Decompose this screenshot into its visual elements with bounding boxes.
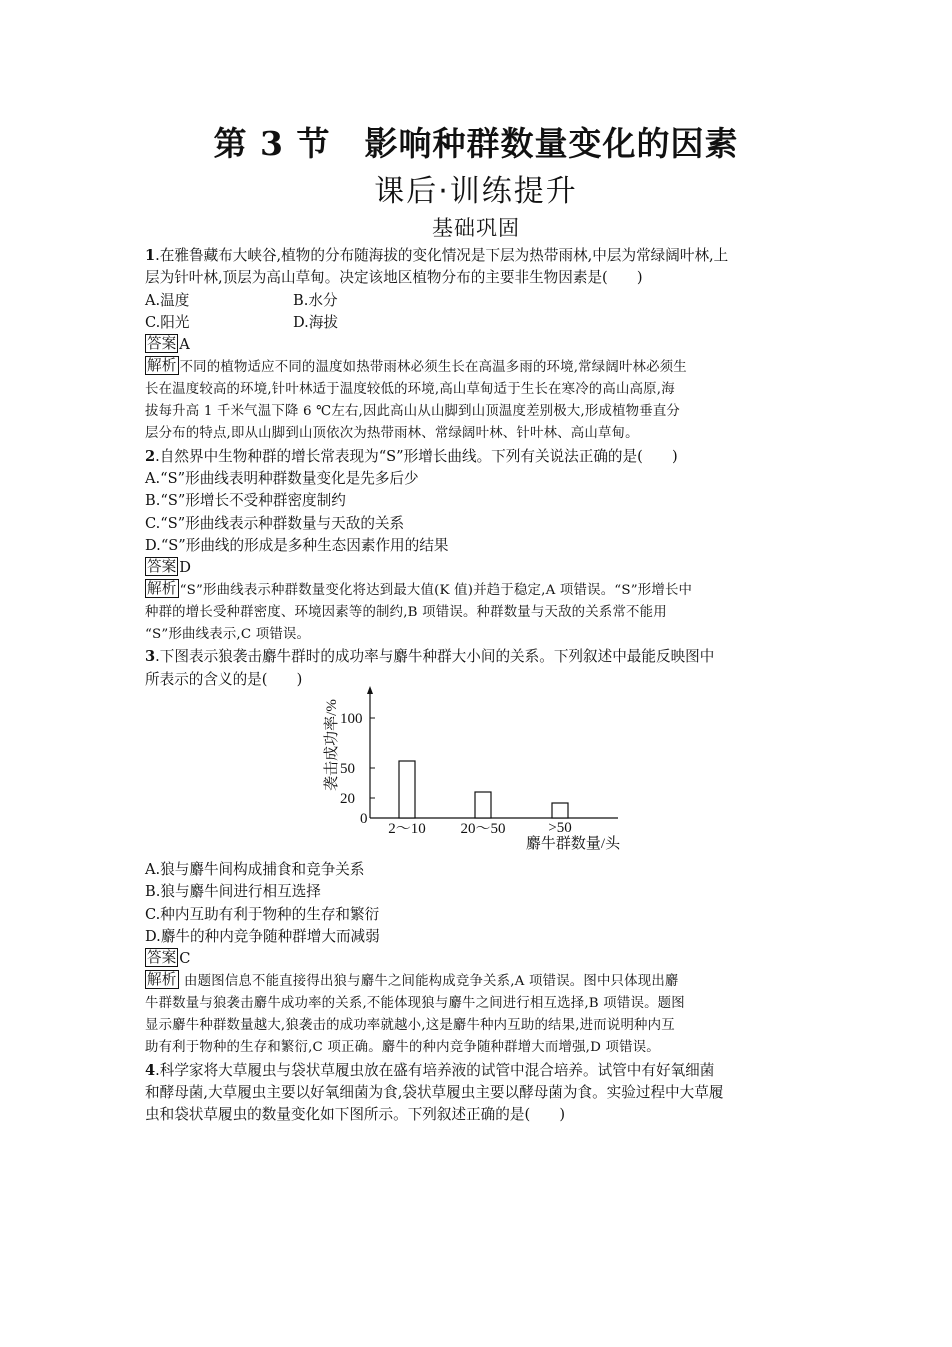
q3-answer-value: C — [179, 950, 191, 968]
q3-option-c[interactable]: C.种内互助有利于物种的生存和繁衍 — [145, 905, 380, 923]
q1-option-b[interactable]: B.水分 — [293, 291, 338, 309]
q2-analysis-line-3: “S”形曲线表示,C 项错误。 — [145, 627, 311, 643]
chart-bars — [399, 761, 568, 818]
answer-tag: 答案 — [147, 949, 177, 967]
q1-stem-text-1: .在雅鲁藏布大峡谷,植物的分布随海拔的变化情况是下层为热带雨林,中层为常绿阔叶林,上 — [155, 247, 729, 264]
q1-answer-value: A — [179, 336, 190, 354]
q3-stem-line-2: 所表示的含义的是( ) — [145, 670, 303, 688]
q4-stem-line-2: 和酵母菌,大草履虫主要以好氧细菌为食,袋状草履虫主要以酵母菌为食。实验过程中大草履 — [145, 1083, 724, 1101]
subtitle: 课后·训练提升 — [374, 174, 578, 209]
q3-analysis-line-1 — [145, 970, 813, 992]
q3-option-a[interactable]: A.狼与麝牛间构成捕食和竞争关系 — [145, 860, 365, 878]
q2-analysis-text-1: “S”形曲线表示种群数量变化将达到最大值(K 值)并趋于稳定,A 项错误。“S”形增长中 — [179, 583, 693, 599]
q1-options-row-2 — [145, 312, 813, 334]
section-title: 第 3 节 影响种群数量变化的因素 — [213, 124, 739, 163]
q3-analysis-line-2: 牛群数量与狼袭击麝牛成功率的关系,不能体现狼与麝牛之间进行相互选择,B 项错误。题图 — [145, 995, 685, 1011]
q1-analysis-line-1 — [145, 356, 813, 378]
section-heading: 基础巩固 — [432, 216, 520, 240]
q3-analysis-line-3: 显示麝牛种群数量越大,狼袭击的成功率就越小,这是麝牛种内互助的结果,进而说明种内互 — [145, 1018, 675, 1034]
y-axis-arrow-icon — [367, 686, 373, 694]
answer-tag: 答案 — [147, 335, 177, 353]
y-tick-label: 50 — [340, 761, 355, 777]
q1-number: 1 — [145, 247, 156, 264]
y-tick-label: 100 — [340, 711, 363, 727]
x-tick-label: 20～50 — [460, 821, 506, 837]
bar-3 — [552, 803, 568, 818]
q2-option-c[interactable]: C.“S”形曲线表示种群数量与天敌的关系 — [145, 514, 405, 532]
q3-stem-text-1: .下图表示狼袭击麝牛群时的成功率与麝牛种群大小间的关系。下列叙述中最能反映图中 — [155, 648, 715, 666]
q1-options-row-1 — [145, 290, 813, 312]
q1-analysis-line-3: 拔每升高 1 千米气温下降 6 ℃左右,因此高山从山脚到山顶温度差别极大,形成植物垂直分 — [145, 404, 681, 420]
bar-2 — [475, 792, 491, 818]
q1-option-c[interactable]: C.阳光 — [145, 313, 190, 331]
q4-stem-line-1 — [145, 1060, 813, 1082]
x-tick-label: >50 — [548, 820, 572, 836]
q2-option-b[interactable]: B.“S”形增长不受种群密度制约 — [145, 492, 346, 510]
chart-svg — [318, 683, 638, 853]
y-tick-label: 20 — [340, 791, 355, 807]
q1-option-a[interactable]: A.温度 — [145, 291, 190, 309]
answer-tag: 答案 — [147, 558, 177, 576]
analysis-tag: 解析 — [147, 580, 177, 598]
q2-option-a[interactable]: A.“S”形曲线表明种群数量变化是先多后少 — [145, 469, 419, 487]
y-axis-label: 袭击成功率/% — [324, 699, 340, 791]
q3-stem-line-1 — [145, 646, 813, 668]
q1-option-d[interactable]: D.海拔 — [293, 313, 339, 331]
q3-option-b[interactable]: B.狼与麝牛间进行相互选择 — [145, 883, 321, 901]
q3-analysis-line-4: 助有利于物种的生存和繁衍,C 项正确。麝牛的种内竞争随种群增大而增强,D 项错误。 — [145, 1040, 660, 1056]
q1-stem-line-2: 层为针叶林,顶层为高山草甸。决定该地区植物分布的主要非生物因素是( ) — [145, 269, 643, 287]
q2-stem-line — [145, 446, 813, 468]
q4-stem-text-1: .科学家将大草履虫与袋状草履虫放在盛有培养液的试管中混合培养。试管中有好氧细菌 — [155, 1061, 715, 1079]
q1-stem-line-1 — [145, 245, 813, 267]
analysis-tag: 解析 — [147, 357, 177, 375]
q4-stem-line-3: 虫和袋状草履虫的数量变化如下图所示。下列叙述正确的是( ) — [145, 1106, 566, 1124]
x-tick-label: 2～10 — [388, 821, 426, 837]
q3-number: 3 — [145, 648, 156, 666]
q2-analysis-line-2: 种群的增长受种群密度、环境因素等的制约,B 项错误。种群数量与天敌的关系常不能用 — [145, 604, 667, 620]
x-axis-label: 麝牛群数量/头 — [525, 836, 621, 852]
q1-analysis-text-1: 不同的植物适应不同的温度如热带雨林必须生长在高温多雨的环境,常绿阔叶林必须生 — [179, 360, 687, 376]
chart-x-ticks — [388, 820, 571, 837]
q3-bar-chart — [318, 683, 638, 853]
q2-number: 2 — [145, 447, 156, 465]
q1-analysis-line-4: 层分布的特点,即从山脚到山顶依次为热带雨林、常绿阔叶林、针叶林、高山草甸。 — [145, 426, 639, 442]
q3-option-d[interactable]: D.麝牛的种内竞争随种群增大而减弱 — [145, 927, 380, 945]
q3-answer-line — [145, 948, 813, 970]
y-tick-label: 0 — [360, 811, 368, 827]
q2-stem-text: .自然界中生物种群的增长常表现为“S”形增长曲线。下列有关说法正确的是( ) — [155, 447, 678, 465]
q1-analysis-line-2: 长在温度较高的环境,针叶林适于温度较低的环境,高山草甸适于生长在寒冷的高山高原,海 — [145, 381, 675, 397]
q1-answer-line — [145, 334, 813, 356]
q2-option-d[interactable]: D.“S”形曲线的形成是多种生态因素作用的结果 — [145, 536, 449, 554]
q4-number: 4 — [145, 1061, 156, 1079]
bar-1 — [399, 761, 415, 818]
q2-answer-line — [145, 557, 813, 579]
q3-analysis-text-1: 由题图信息不能直接得出狼与麝牛之间能构成竞争关系,A 项错误。图中只体现出麝 — [179, 974, 679, 990]
q2-answer-value: D — [179, 559, 191, 577]
q2-analysis-line-1 — [145, 579, 813, 601]
analysis-tag: 解析 — [147, 971, 177, 989]
